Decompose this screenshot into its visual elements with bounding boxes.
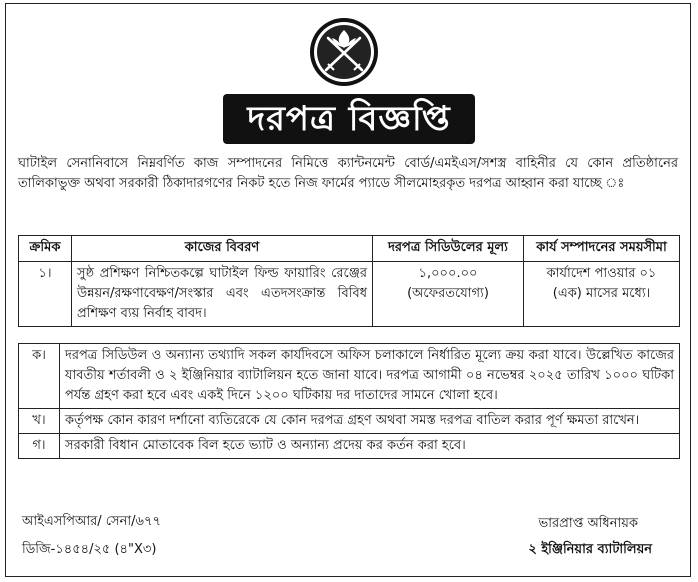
note-text: দরপত্র সিডিউল ও অন্যান্য তথ্যাদি সকল কার্যদিবসে অফিস চলাকালে নির্ধারিত মূল্যে ক্রয় করা যাবে। উল্লেখিত কাজের যাবতীয় শর্তাবলী ও ২ ইঞ্জিনিয়ার ব্যাটালিয়ন হতে জানা যাবে। দরপত্র আগামী ০৪ নভেম্বর ২০২৫ তারিখ ১০০০ ঘটিকা পর্যন্ত গ্রহণ করা হবে এবং একই দিনে ১২০০ ঘটিকায় দর দাতাদের সামনে খোলা হবে। [60,344,680,409]
notice-intro: ঘাটাইল সেনানিবাসে নিম্নবর্ণিত কাজ সম্পাদনের নিমিত্তে ক্যান্টনমেন্ট বোর্ড/এমইএস/সশস্ত্র বাহিনীর যে কোন প্রতিষ্ঠানের তালিকাভুক্ত অথবা সরকারী ঠিকাদারগণের নিকট হতে নিজ ফার্মের প্যাডে সীলমোহরকৃত দরপত্র আহ্বান করা যাচ্ছে ঃ [18,156,678,191]
memo-number: আইএসপিআর/ সেনা/৬৭৭ [22,514,161,529]
row-deadline-cell [524,262,680,327]
header-serial: ক্রমিক [19,236,72,262]
table-header-row [19,236,680,262]
note-row [19,409,680,434]
dg-code: ডিজি-১৪৫৪/২৫ (৪"X৩) [22,542,157,557]
note-mark: গ। [19,434,60,459]
note-row [19,434,680,459]
work-items-table [18,235,680,327]
signatory-title: ভারপ্রাপ্ত অধিনায়ক [538,516,638,531]
row-deadline-line2: (এক) মাসের মধ্যে। [552,286,651,301]
row-serial: ১। [19,262,72,327]
row-price: ১,০০০.০০ [418,266,478,281]
row-description: সুষ্ঠ প্রশিক্ষণ নিশ্চিতকল্পে ঘাটাইল ফিল্ড ফায়ারিং রেঞ্জের উন্নয়ন/রক্ষণাবেক্ষণ/সংস্কার এবং এতদসংক্রান্ত বিবিধ প্রশিক্ষণ ব্যয় নির্বাহ বাবদ। [72,262,373,327]
row-price-cell [373,262,524,327]
notes-table [18,343,680,459]
note-text: সরকারী বিধান মোতাবেক বিল হতে ভ্যাট ও অন্যান্য প্রদেয় কর কর্তন করা হবে। [60,434,680,459]
header-price: দরপত্র সিডিউলের মূল্য [373,236,524,262]
bangladesh-army-emblem-icon [308,16,380,88]
row-deadline-line1: কার্যাদেশ পাওয়ার ০১ [546,266,657,281]
table-row [19,262,680,327]
header-description: কাজের বিবরণ [72,236,373,262]
note-row [19,344,680,409]
header-deadline: কার্য সম্পাদনের সময়সীমা [524,236,680,262]
note-mark: খ। [19,409,60,434]
note-mark: ক। [19,344,60,409]
notice-title: দরপত্র বিজ্ঞপ্তি [223,94,475,144]
note-text: কর্তৃপক্ষ কোন কারণ দর্শানো ব্যতিরেকে যে কোন দরপত্র গ্রহণ অথবা সমস্ত দরপত্র বাতিল করার পূর্ণ ক্ষমতা রাখেন। [60,409,680,434]
signatory-unit: ২ ইঞ্জিনিয়ার ব্যাটালিয়ন [528,542,652,557]
row-price-note: (অফেরতযোগ্য) [407,286,489,301]
